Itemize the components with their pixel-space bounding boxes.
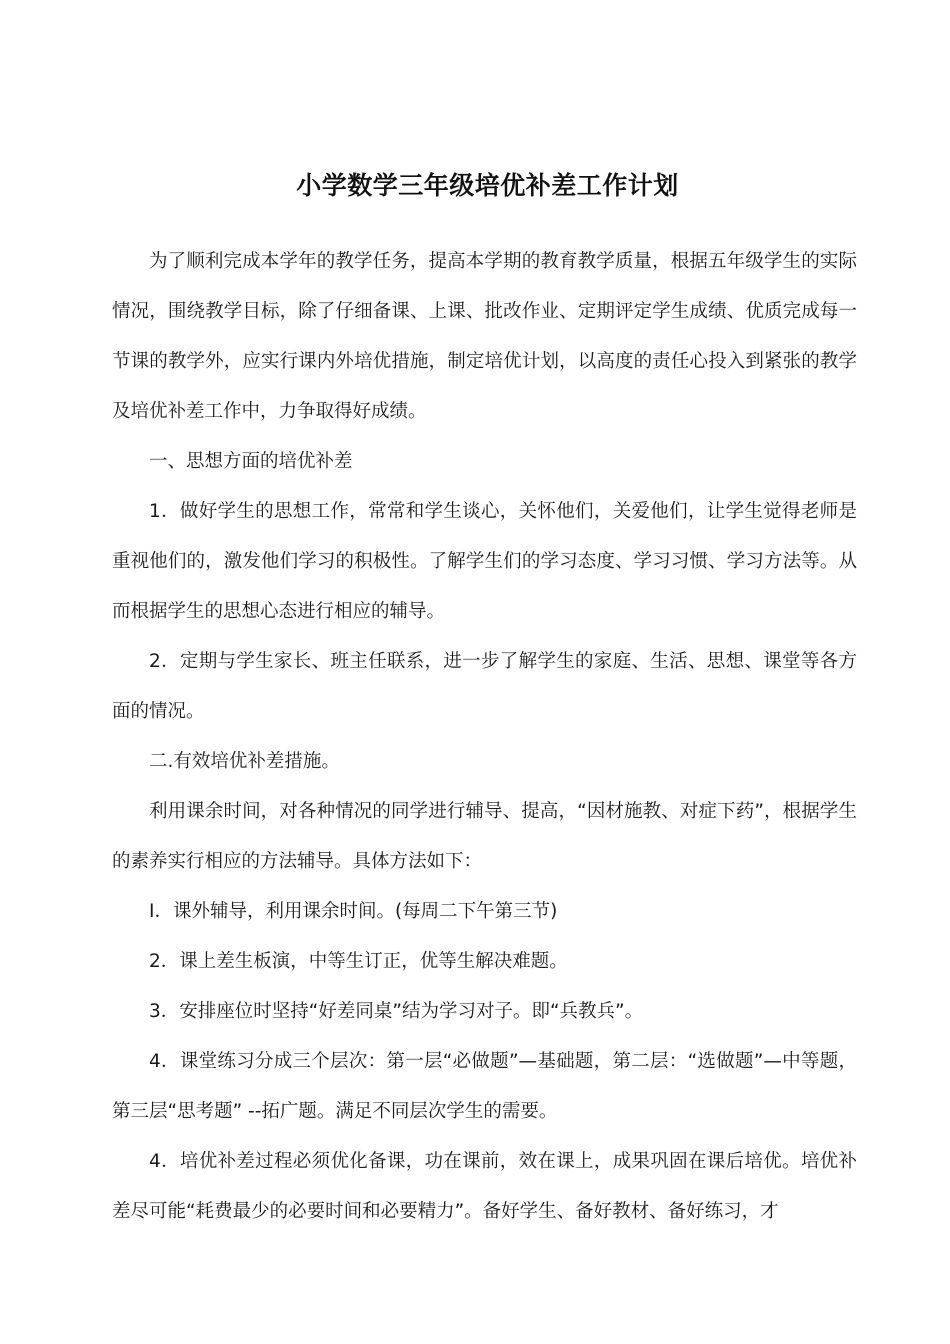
measure-item-1: I．课外辅导，利用课余时间。(每周二下午第三节) [149,901,558,922]
measure-item-3: 3．安排座位时坚持“好差同桌”结为学习对子。即“兵教兵”。 [149,1001,644,1022]
list-item-1: 1．做好学生的思想工作，常常和学生谈心，关怀他们，关爱他们，让学生觉得老师是重视他们的，激发他们学习的积极性。了解学生们的学习态度、学习习惯、学习方法等。从而根据学生的思想心态进行相应的辅导。 [112,501,857,622]
intro-paragraph: 为了顺利完成本学年的教学任务，提高本学期的教育教学质量，根据五年级学生的实际情况，围绕教学目标，除了仔细备课、上课、批改作业、定期评定学生成绩、优质完成每一节课的教学外，应实行课内外培优措施，制定培优计划，以高度的责任心投入到紧张的教学及培优补差工作中，力争取得好成绩。 [112,251,857,422]
measure-item-5: 4．培优补差过程必须优化备课，功在课前，效在课上，成果巩固在课后培优。培优补差尽可能“耗费最少的必要时间和必要精力”。备好学生、备好教材、备好练习，才 [112,1151,857,1222]
list-item-2: 2．定期与学生家长、班主任联系，进一步了解学生的家庭、生活、思想、课堂等各方面的情况。 [112,651,857,722]
document-body [112,237,857,1237]
section-heading-2: 二.有效培优补差措施。 [149,751,340,772]
document-title: 小学数学三年级培优补差工作计划 [296,171,679,200]
measure-item-4: 4．课堂练习分成三个层次：第一层“必做题”—基础题，第二层：“选做题”—中等题，第三层“思考题” --拓广题。满足不同层次学生的需要。 [112,1051,857,1122]
measure-item-2: 2．课上差生板演，中等生订正，优等生解决难题。 [149,951,568,972]
measures-paragraph: 利用课余时间，对各种情况的同学进行辅导、提高，“因材施教、对症下药”，根据学生的素养实行相应的方法辅导。具体方法如下： [112,801,857,872]
section-heading-1: 一、思想方面的培优补差 [149,451,353,472]
